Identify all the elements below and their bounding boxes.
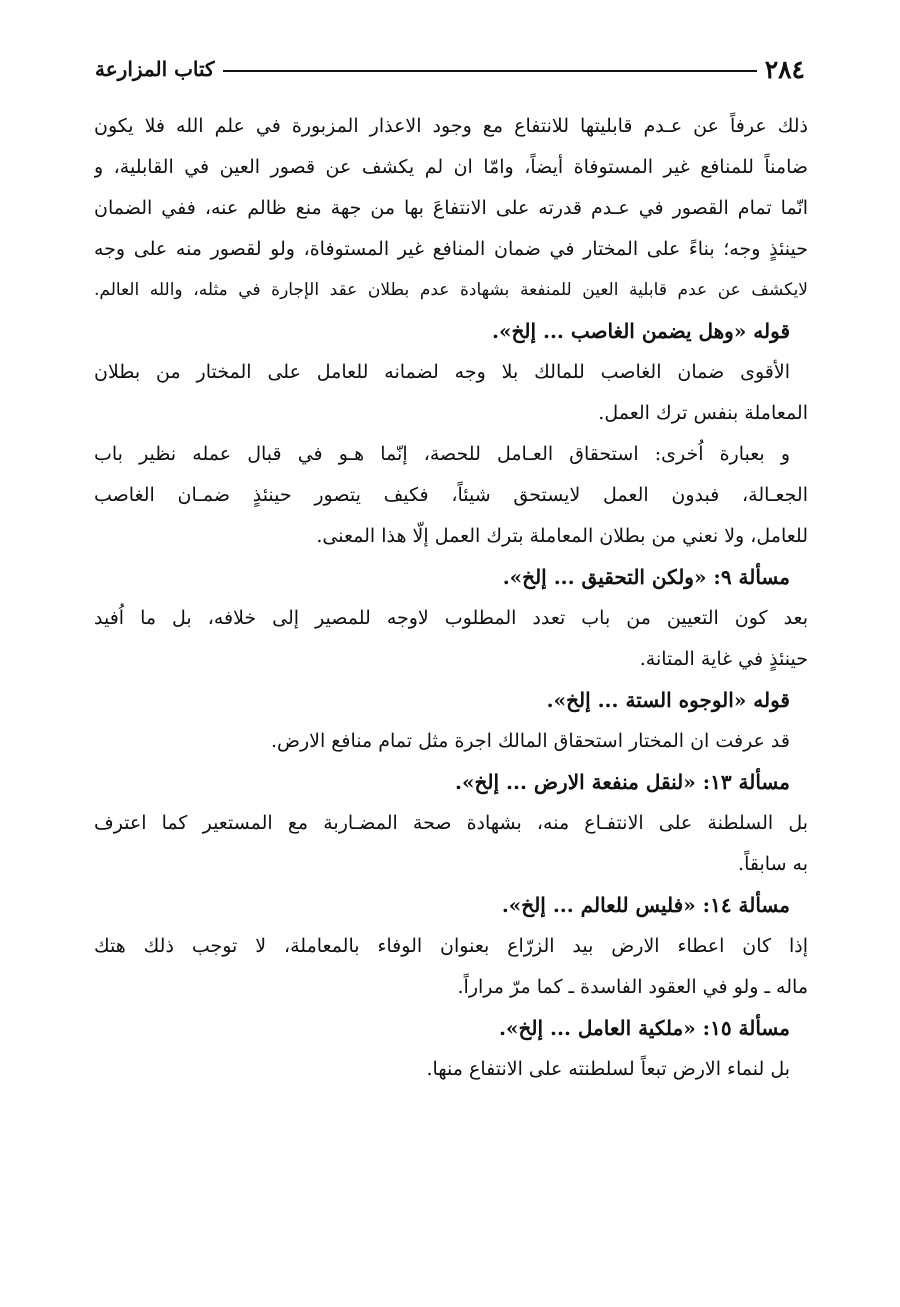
issue-heading: مسألة ١٥: «ملكية العامل ... إلخ». [499,1016,790,1040]
issue-heading: مسألة ١٣: «لنقل منفعة الارض ... إلخ». [455,770,790,794]
issue-heading: مسألة ١٤: «فليس للعالم ... إلخ». [501,893,790,917]
commentary-heading: قوله «الوجوه الستة ... إلخ». [546,688,790,712]
text-line: بل السلطنة على الانتفـاع منه، بشهادة صحة المضـاربة مع المستعير كما اعترف [94,812,808,834]
text-line: لايكشف عن عدم قابلية العين للمنفعة بشهادة عدم بطلان عقد الإجارة في مثله، والله العالم. [94,280,808,300]
text-line: به سابقاً. [738,853,808,875]
text-line: ذلك عرفاً عن عـدم قابليتها للانتفاع مع وجود الاعذار المزبورة في علم الله فلا يكون [94,115,808,137]
running-title: كتاب المزارعة [95,57,215,81]
text-line: المعاملة بنفس ترك العمل. [598,402,808,424]
issue-heading: مسألة ٩: «ولكن التحقيق ... إلخ». [502,565,790,589]
text-line: قد عرفت ان المختار استحقاق المالك اجرة مثل تمام منافع الارض. [270,730,790,752]
text-line: حينئذٍ في غاية المتانة. [639,648,808,670]
text-line: إذا كان اعطاء الارض بيد الزرّاع بعنوان الوفاء بالمعاملة، لا توجب ذلك هتك [94,935,808,957]
body-text [94,106,808,1090]
text-line: حينئذٍ وجه؛ بناءً على المختار في ضمان المنافع غير المستوفاة، ولو لقصور منه على وجه [94,238,808,260]
text-line: انّما تمام القصور في عـدم قدرته على الانتفاعَ بها من جهة منع ظالم عنه، ففي الضمان [94,197,808,219]
text-line: الأقوى ضمان الغاصب للمالك بلا وجه لضمانه للعامل على المختار من بطلان [94,361,790,383]
text-line: بل لنماء الارض تبعاً لسلطنته على الانتفاع منها. [426,1058,790,1080]
text-line: بعد كون التعيين من باب تعدد المطلوب لاوجه للمصير إلى خلافه، بل ما اُفيد [94,607,808,629]
page-number: ٢٨٤ [764,54,805,84]
commentary-heading: قوله «وهل يضمن الغاصب ... إلخ». [492,319,790,343]
header-rule [223,70,757,72]
text-line: ماله ـ ولو في العقود الفاسدة ـ كما مرّ مراراً. [457,976,808,998]
page-header [95,52,805,86]
text-line: للعامل، ولا نعني من بطلان المعاملة بترك العمل إلّا هذا المعنى. [316,525,808,547]
text-line: الجعـالة، فبدون العمل لايستحق شيئاً، فكيف يتصور حينئذٍ ضمـان الغاصب [94,484,808,506]
text-line: و بعبارة اُخرى: استحقاق العـامل للحصة، إنّما هـو في قبال عمله نظير باب [94,443,790,465]
text-line: ضامناً للمنافع غير المستوفاة أيضاً، وامّا ان لم يكشف عن قصور العين في القابلية، و [94,156,808,178]
